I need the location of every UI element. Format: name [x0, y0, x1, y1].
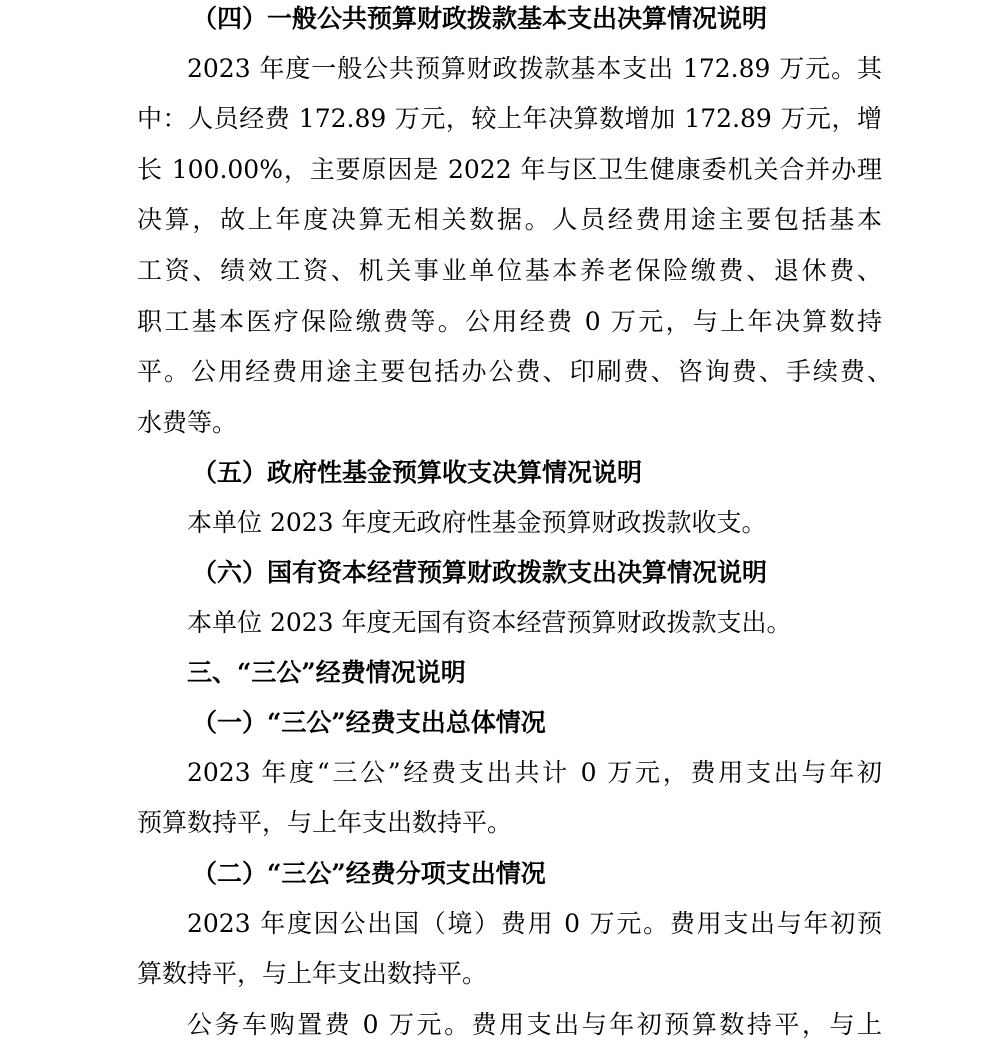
para-4-line-2: 中：人员经费 172.89 万元，较上年决算数增加 172.89 万元，增 — [137, 104, 882, 133]
sub-2-next-line: 公务车购置费 0 万元。费用支出与年初预算数持平，与上 — [187, 1010, 882, 1039]
para-6: 本单位 2023 年度无国有资本经营预算财政拨款支出。 — [187, 608, 792, 637]
para-4-line-3: 长 100.00%，主要原因是 2022 年与区卫生健康委机关合并办理 — [137, 155, 882, 184]
para-4-line-8: 水费等。 — [137, 408, 238, 437]
sub-2-heading: （二）“三公”经费分项支出情况 — [192, 859, 546, 888]
sub-1-heading: （一）“三公”经费支出总体情况 — [192, 708, 546, 737]
sub-2-line-1: 2023 年度因公出国（境）费用 0 万元。费用支出与年初预 — [187, 909, 882, 938]
sub-1-line-1: 2023 年度“三公”经费支出共计 0 万元，费用支出与年初 — [187, 758, 882, 787]
heading-5: （五）政府性基金预算收支决算情况说明 — [192, 458, 643, 487]
para-5: 本单位 2023 年度无政府性基金预算财政拨款收支。 — [187, 508, 767, 537]
sub-1-line-2: 预算数持平，与上年支出数持平。 — [137, 808, 513, 837]
para-4-line-6: 职工基本医疗保险缴费等。公用经费 0 万元，与上年决算数持 — [137, 307, 882, 336]
para-4-line-1: 2023 年度一般公共预算财政拨款基本支出 172.89 万元。其 — [187, 54, 882, 83]
heading-6: （六）国有资本经营预算财政拨款支出决算情况说明 — [192, 558, 768, 587]
heading-4: （四）一般公共预算财政拨款基本支出决算情况说明 — [192, 4, 768, 33]
sub-2-line-2: 算数持平，与上年支出数持平。 — [137, 959, 488, 988]
para-4-line-7: 平。公用经费用途主要包括办公费、印刷费、咨询费、手续费、 — [137, 357, 892, 386]
para-4-line-4: 决算，故上年度决算无相关数据。人员经费用途主要包括基本 — [137, 205, 882, 234]
para-4-line-5: 工资、绩效工资、机关事业单位基本养老保险缴费、退休费、 — [137, 256, 882, 285]
section-3-heading: 三、“三公”经费情况说明 — [187, 658, 466, 687]
